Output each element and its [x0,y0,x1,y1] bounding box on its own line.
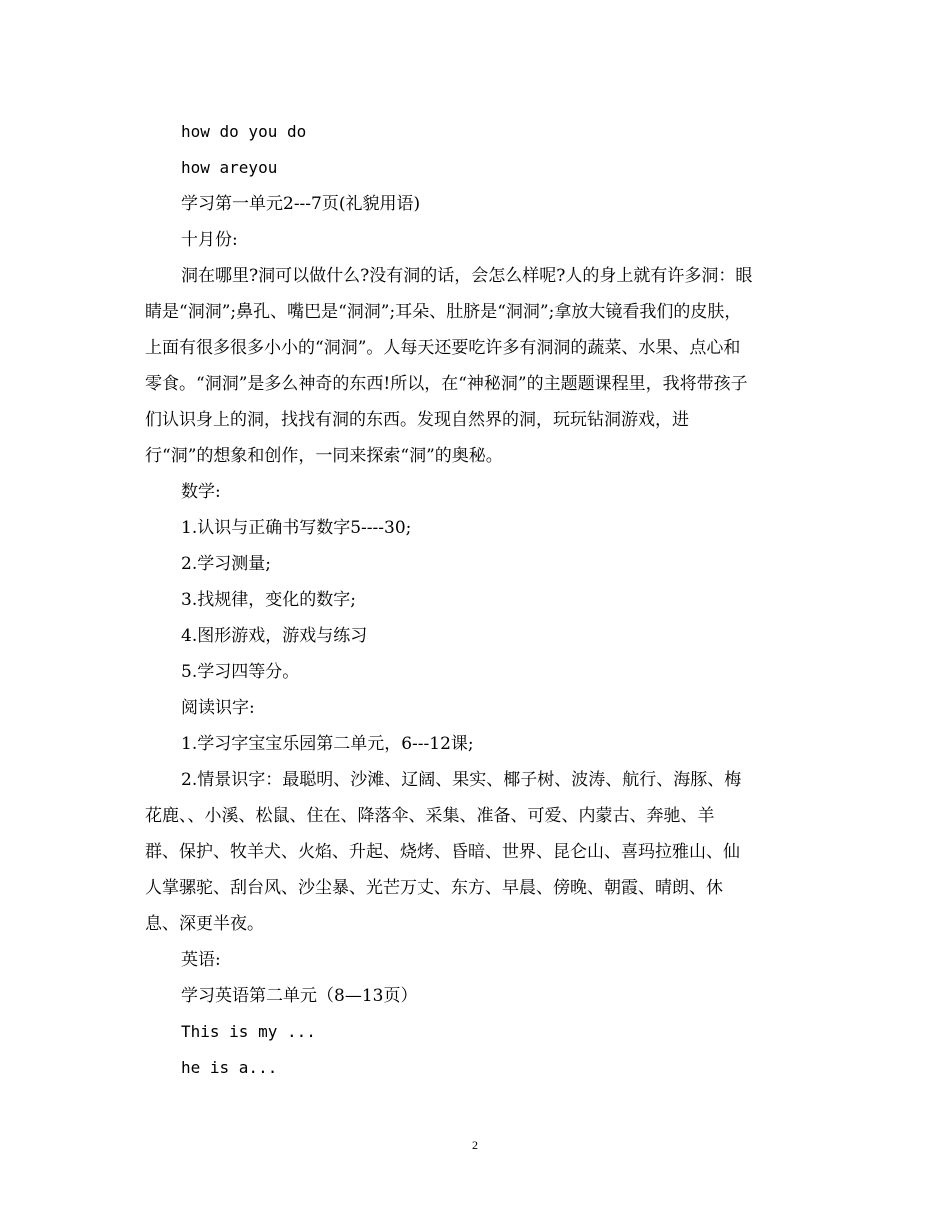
english-phrase: he is a... [181,1058,278,1077]
english-unit-note: 学习英语第二单元（8—13页） [181,986,418,1006]
paragraph-line: 上面有很多很多小小的“洞洞”。人每天还要吃许多有洞洞的蔬菜、水果、点心和 [145,338,741,358]
english-phrase-how-do-you-do: how do you do [181,122,307,141]
reading-heading: 阅读识字: [181,698,255,718]
unit-study-note: 学习第一单元2---7页(礼貌用语) [181,194,421,214]
math-item: 5.学习四等分。 [181,662,300,682]
paragraph-line: 行“洞”的想象和创作，一同来探索“洞”的奥秘。 [145,446,503,466]
reading-item-continued: 群、保护、牧羊犬、火焰、升起、烧烤、昏暗、世界、昆仑山、喜玛拉雅山、仙 [145,842,740,862]
math-item: 2.学习测量; [181,554,271,574]
page-number: 2 [472,1138,478,1152]
reading-item-continued: 花鹿、、小溪、松鼠、住在、降落伞、采集、准备、可爱、内蒙古、奔驰、羊 [145,806,715,826]
month-heading: 十月份: [181,230,238,250]
paragraph-line: 零食。“洞洞”是多么神奇的东西!所以，在“神秘洞”的主题题课程里，我将带孩子 [145,374,748,394]
math-item: 1.认识与正确书写数字5----30; [181,518,412,538]
math-item: 3.找规律，变化的数字; [181,590,356,610]
english-heading: 英语: [181,950,221,970]
math-item: 4.图形游戏，游戏与练习 [181,626,368,646]
english-phrase-how-are-you: how areyou [181,158,278,177]
paragraph-line: 洞在哪里?洞可以做什么?没有洞的话，会怎么样呢?人的身上就有许多洞：眼 [181,266,753,286]
english-phrase: This is my ... [181,1022,316,1041]
reading-item-continued: 息、深更半夜。 [145,914,264,934]
reading-item: 1.学习字宝宝乐园第二单元，6---12课; [181,734,474,754]
paragraph-line: 们认识身上的洞，找找有洞的东西。发现自然界的洞，玩玩钻洞游戏，进 [145,410,689,430]
paragraph-line: 睛是“洞洞”;鼻孔、嘴巴是“洞洞”;耳朵、肚脐是“洞洞”;拿放大镜看我们的皮肤， [145,302,742,322]
reading-item-continued: 人掌骡驼、刮台风、沙尘暴、光芒万丈、东方、早晨、傍晚、朝霞、晴朗、休 [145,878,723,898]
math-heading: 数学: [181,482,221,502]
reading-item: 2.情景识字：最聪明、沙滩、辽阔、果实、椰子树、波涛、航行、海豚、梅 [181,770,742,790]
